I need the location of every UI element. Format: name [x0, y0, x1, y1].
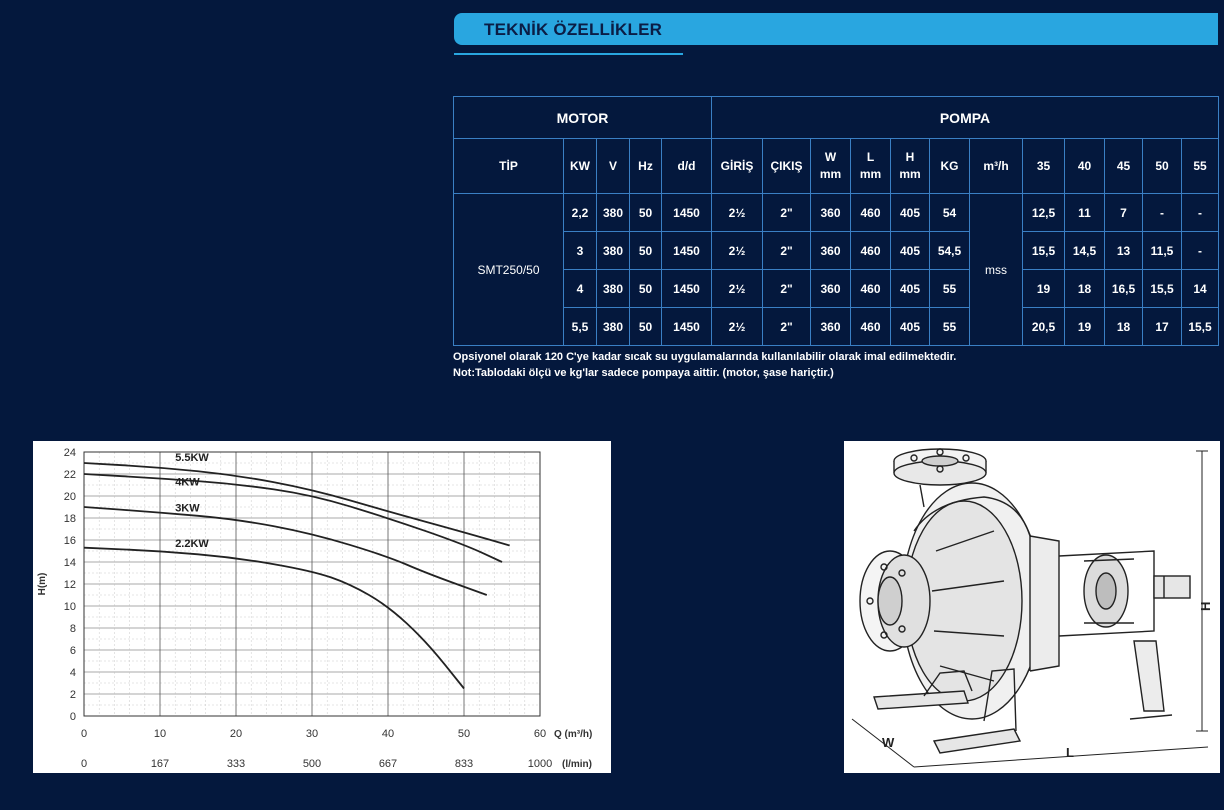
table-row [454, 194, 1219, 232]
y-tick-label: 4 [69, 667, 76, 679]
column-header-label: W [824, 150, 837, 164]
cell-q55: 15,5 [1182, 308, 1219, 346]
column-header-label: GİRİŞ [720, 158, 754, 173]
unit-cell: mss [970, 194, 1023, 346]
column-header-label: 50 [1155, 158, 1169, 173]
pump-dim-h: H [1198, 601, 1213, 611]
x2-tick-label: 833 [454, 758, 474, 770]
x2-tick-label: 1000 [527, 758, 553, 770]
cell-w: 360 [811, 232, 851, 270]
column-header-label: 35 [1036, 158, 1051, 173]
column-header-label: Hz [638, 158, 653, 173]
cell-hz: 50 [630, 232, 662, 270]
y-tick-label: 8 [69, 623, 76, 635]
column-header-label: TİP [499, 158, 518, 173]
cell-giris: 2½ [712, 270, 763, 308]
x2-tick-label: 500 [302, 758, 322, 770]
cell-q55: - [1182, 232, 1219, 270]
cell-q35: 12,5 [1023, 194, 1065, 232]
cell-v: 380 [597, 270, 630, 308]
cell-q40: 14,5 [1065, 232, 1105, 270]
cell-q35: 15,5 [1023, 232, 1065, 270]
cell-cikis: 2" [763, 194, 811, 232]
cell-q50: 15,5 [1143, 270, 1182, 308]
cell-v: 380 [597, 308, 630, 346]
table-notes [453, 349, 956, 381]
cell-q40: 18 [1065, 270, 1105, 308]
x-tick-label: 20 [229, 728, 243, 740]
cell-kg: 55 [930, 270, 970, 308]
column-header [1023, 139, 1065, 194]
column-header-label: KG [940, 158, 959, 173]
y-tick-label: 24 [63, 447, 76, 459]
performance-chart-svg [33, 441, 611, 773]
column-header [851, 139, 891, 194]
column-header-label: 55 [1193, 158, 1207, 173]
motor-group-header: MOTOR [454, 97, 712, 139]
cell-l: 460 [851, 232, 891, 270]
column-header-label: ÇIKIŞ [770, 158, 803, 173]
cell-q55: 14 [1182, 270, 1219, 308]
column-header [930, 139, 970, 194]
y-axis-label: H(m) [37, 572, 48, 596]
column-header [630, 139, 662, 194]
cell-hz: 50 [630, 194, 662, 232]
x-tick-label: 40 [381, 728, 395, 740]
cell-hz: 50 [630, 270, 662, 308]
pump-dim-w: W [882, 735, 895, 750]
y-tick-label: 18 [63, 513, 76, 525]
cell-h: 405 [891, 232, 930, 270]
cell-hz: 50 [630, 308, 662, 346]
table-row [454, 308, 1219, 346]
column-header [891, 139, 930, 194]
cell-q35: 19 [1023, 270, 1065, 308]
model-cell: SMT250/50 [454, 194, 564, 346]
cell-l: 460 [851, 308, 891, 346]
x-tick-label: 60 [533, 728, 547, 740]
table-row [454, 270, 1219, 308]
y-tick-label: 12 [63, 579, 76, 591]
cell-q50: - [1143, 194, 1182, 232]
column-header [454, 139, 564, 194]
cell-dd: 1450 [662, 194, 712, 232]
cell-cikis: 2" [763, 308, 811, 346]
column-header [1182, 139, 1219, 194]
y-tick-label: 14 [63, 557, 76, 569]
column-header [1105, 139, 1143, 194]
cell-kw: 5,5 [564, 308, 597, 346]
column-header-label: 45 [1116, 158, 1131, 173]
cell-v: 380 [597, 232, 630, 270]
title-underline [454, 53, 683, 55]
series-line [84, 548, 464, 689]
series-label: 3KW [175, 502, 200, 515]
column-header [712, 139, 763, 194]
x-tick-label: 10 [153, 728, 167, 740]
cell-q45: 18 [1105, 308, 1143, 346]
column-header-unit: mm [859, 167, 882, 181]
cell-dd: 1450 [662, 308, 712, 346]
y-tick-label: 6 [69, 645, 76, 657]
cell-q50: 17 [1143, 308, 1182, 346]
cell-h: 405 [891, 194, 930, 232]
spec-table [453, 96, 1219, 346]
series-label: 5.5KW [175, 452, 209, 465]
x2-tick-label: 0 [80, 758, 88, 770]
y-tick-label: 20 [63, 491, 76, 503]
x2-tick-label: 167 [150, 758, 170, 770]
cell-l: 460 [851, 194, 891, 232]
y-tick-label: 22 [63, 469, 76, 481]
cell-h: 405 [891, 270, 930, 308]
x2-axis-label: (l/min) [562, 759, 592, 770]
series-label: 2.2KW [175, 537, 209, 550]
x2-tick-label: 333 [226, 758, 246, 770]
cell-kg: 54 [930, 194, 970, 232]
cell-giris: 2½ [712, 194, 763, 232]
column-header [1143, 139, 1182, 194]
column-header-label: H [905, 150, 915, 164]
cell-cikis: 2" [763, 270, 811, 308]
column-header-unit: mm [819, 167, 842, 181]
cell-q45: 13 [1105, 232, 1143, 270]
pompa-group-header: POMPA [712, 97, 1219, 139]
note-line: Not:Tablodaki ölçü ve kg'lar sadece pompaya aittir. (motor, şase hariçtir.) [453, 367, 834, 379]
cell-cikis: 2" [763, 232, 811, 270]
column-header-label: 40 [1077, 158, 1092, 173]
cell-l: 460 [851, 270, 891, 308]
cell-kw: 4 [564, 270, 597, 308]
column-header [597, 139, 630, 194]
pump-drawing [844, 441, 1220, 773]
cell-kw: 2,2 [564, 194, 597, 232]
y-tick-label: 16 [63, 535, 76, 547]
note-line: Opsiyonel olarak 120 C'ye kadar sıcak su uygulamalarında kullanılabilir olarak imal edilmektedir. [453, 351, 957, 363]
performance-chart [33, 441, 611, 773]
x-tick-label: 50 [457, 728, 471, 740]
x2-tick-label: 667 [378, 758, 398, 770]
column-header [970, 139, 1023, 194]
cell-q40: 19 [1065, 308, 1105, 346]
cell-giris: 2½ [712, 232, 763, 270]
cell-giris: 2½ [712, 308, 763, 346]
cell-q40: 11 [1065, 194, 1105, 232]
column-header [564, 139, 597, 194]
cell-kg: 55 [930, 308, 970, 346]
column-header-label: L [866, 150, 875, 164]
cell-q35: 20,5 [1023, 308, 1065, 346]
column-header-label: m³/h [983, 158, 1009, 173]
cell-dd: 1450 [662, 232, 712, 270]
x-axis-label: Q (m³/h) [554, 729, 593, 740]
pump-dim-l: L [1066, 745, 1074, 760]
cell-q45: 16,5 [1105, 270, 1143, 308]
cell-kg: 54,5 [930, 232, 970, 270]
y-tick-label: 2 [69, 689, 76, 701]
series-label: 4KW [175, 476, 200, 489]
pump-illustration [844, 441, 1220, 773]
cell-w: 360 [811, 270, 851, 308]
cell-v: 380 [597, 194, 630, 232]
column-header [662, 139, 712, 194]
column-header-row [454, 139, 1219, 194]
column-header-unit: mm [899, 167, 921, 181]
x-tick-label: 0 [80, 728, 88, 740]
column-header [1065, 139, 1105, 194]
cell-q55: - [1182, 194, 1219, 232]
x-tick-label: 30 [305, 728, 319, 740]
cell-h: 405 [891, 308, 930, 346]
cell-q50: 11,5 [1143, 232, 1182, 270]
column-header [811, 139, 851, 194]
cell-q45: 7 [1105, 194, 1143, 232]
y-tick-label: 10 [63, 601, 76, 613]
section-title-bar [454, 13, 1218, 45]
cell-w: 360 [811, 194, 851, 232]
column-header [763, 139, 811, 194]
y-tick-label: 0 [69, 711, 76, 723]
table-row [454, 232, 1219, 270]
column-header-label: KW [570, 158, 590, 173]
section-title: TEKNİK ÖZELLİKLER [484, 20, 663, 39]
cell-kw: 3 [564, 232, 597, 270]
cell-w: 360 [811, 308, 851, 346]
cell-dd: 1450 [662, 270, 712, 308]
column-header-label: V [608, 158, 617, 173]
column-header-label: d/d [677, 158, 696, 173]
